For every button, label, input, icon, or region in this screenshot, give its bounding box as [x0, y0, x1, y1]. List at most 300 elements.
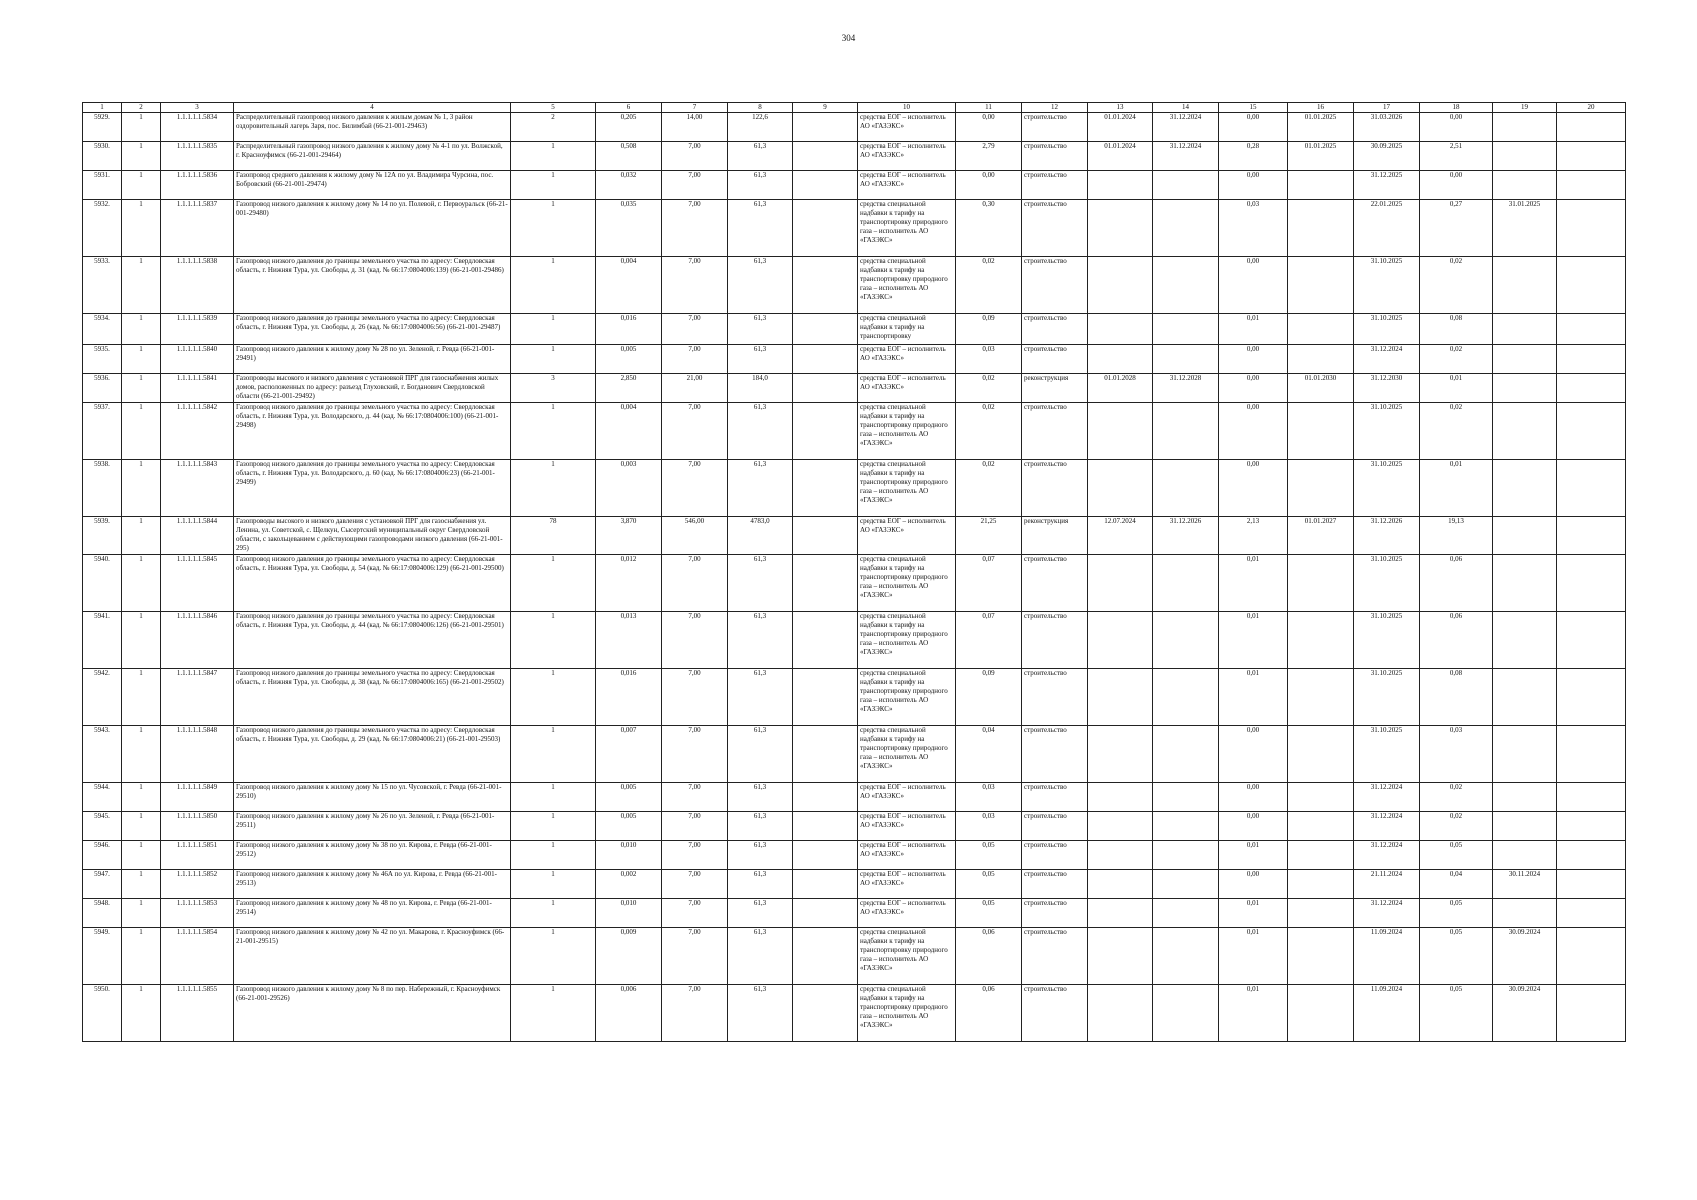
table-row	[83, 726, 1626, 783]
table-cell-col-3: 1.1.1.1.1.5854	[161, 928, 234, 985]
table-cell-col-3: 1.1.1.1.1.5850	[161, 812, 234, 841]
table-cell-col-4: Газопровод низкого давления до границы земельного участка по адресу: Свердловская область, г. Нижняя Тура, ул. Свободы, д. 44 (кад. № 66:17:0804006:126) (66-21-001-29501)	[234, 612, 511, 669]
table-cell-col-14	[1153, 345, 1219, 374]
table-cell-col-20	[1557, 403, 1626, 460]
table-cell-col-6: 0,013	[596, 612, 662, 669]
table-cell-col-17: 22.01.2025	[1354, 200, 1420, 257]
table-cell-col-3: 1.1.1.1.1.5834	[161, 113, 234, 142]
table-cell-col-10: средства специальной надбавки к тарифу на транспортировку природного газа – исполнитель АО «ГАЗЭКС»	[858, 200, 956, 257]
table-cell-col-11: 0,02	[956, 257, 1022, 314]
table-cell-col-6: 0,007	[596, 726, 662, 783]
table-cell-col-16	[1288, 928, 1354, 985]
table-cell-col-10: средства ЕОГ – исполнитель АО «ГАЗЭКС»	[858, 870, 956, 899]
table-cell-col-6: 0,002	[596, 870, 662, 899]
table-cell-col-15: 0,00	[1219, 171, 1288, 200]
table-cell-col-13	[1088, 314, 1153, 345]
table-cell-col-2: 1	[122, 928, 161, 985]
table-cell-col-17: 31.10.2025	[1354, 555, 1420, 612]
table-cell-col-10: средства ЕОГ – исполнитель АО «ГАЗЭКС»	[858, 783, 956, 812]
table-cell-col-9	[793, 870, 858, 899]
table-cell-col-14	[1153, 314, 1219, 345]
table-cell-col-6: 0,205	[596, 113, 662, 142]
table-cell-col-16	[1288, 841, 1354, 870]
table-cell-col-17: 31.10.2025	[1354, 612, 1420, 669]
table-cell-col-12: строительство	[1022, 870, 1088, 899]
table-cell-col-16	[1288, 555, 1354, 612]
table-cell-col-7: 7,00	[662, 142, 728, 171]
table-cell-col-16	[1288, 200, 1354, 257]
table-cell-col-2: 1	[122, 257, 161, 314]
table-cell-col-11: 0,04	[956, 726, 1022, 783]
table-cell-col-12: строительство	[1022, 669, 1088, 726]
table-cell-col-6: 0,003	[596, 460, 662, 517]
table-cell-col-8: 61,3	[728, 870, 793, 899]
table-cell-col-13	[1088, 200, 1153, 257]
table-cell-col-9	[793, 345, 858, 374]
table-cell-col-19	[1493, 669, 1557, 726]
table-cell-col-3: 1.1.1.1.1.5853	[161, 899, 234, 928]
table-cell-col-18: 0,01	[1420, 460, 1493, 517]
table-cell-col-11: 0,07	[956, 555, 1022, 612]
table-cell-col-17: 31.10.2025	[1354, 726, 1420, 783]
table-cell-col-19: 30.09.2024	[1493, 985, 1557, 1042]
table-cell-col-14: 31.12.2024	[1153, 113, 1219, 142]
table-cell-col-12: строительство	[1022, 345, 1088, 374]
table-cell-col-13: 01.01.2028	[1088, 374, 1153, 403]
table-cell-col-7: 7,00	[662, 669, 728, 726]
table-cell-col-18: 0,27	[1420, 200, 1493, 257]
table-cell-col-12: строительство	[1022, 612, 1088, 669]
table-cell-col-9	[793, 669, 858, 726]
column-number-header: 1	[83, 103, 122, 113]
table-cell-col-5: 1	[511, 928, 596, 985]
table-cell-col-13	[1088, 403, 1153, 460]
table-cell-col-6: 0,016	[596, 669, 662, 726]
table-cell-col-13	[1088, 726, 1153, 783]
table-cell-col-16: 01.01.2025	[1288, 142, 1354, 171]
table-cell-col-5: 1	[511, 403, 596, 460]
table-cell-col-9	[793, 200, 858, 257]
table-cell-col-14	[1153, 403, 1219, 460]
table-cell-col-15: 0,00	[1219, 403, 1288, 460]
table-cell-col-14	[1153, 612, 1219, 669]
table-cell-col-10: средства ЕОГ – исполнитель АО «ГАЗЭКС»	[858, 142, 956, 171]
registry-table	[82, 102, 1626, 1042]
table-cell-col-9	[793, 841, 858, 870]
table-cell-col-16	[1288, 669, 1354, 726]
table-cell-col-19	[1493, 517, 1557, 555]
table-cell-col-1: 5942.	[83, 669, 122, 726]
table-cell-col-13: 12.07.2024	[1088, 517, 1153, 555]
table-row	[83, 928, 1626, 985]
table-cell-col-3: 1.1.1.1.1.5844	[161, 517, 234, 555]
table-cell-col-14	[1153, 257, 1219, 314]
column-number-header: 7	[662, 103, 728, 113]
table-cell-col-11: 21,25	[956, 517, 1022, 555]
table-cell-col-16: 01.01.2027	[1288, 517, 1354, 555]
table-cell-col-10: средства специальной надбавки к тарифу на транспортировку природного газа – исполнитель АО «ГАЗЭКС»	[858, 257, 956, 314]
table-cell-col-8: 61,3	[728, 257, 793, 314]
table-cell-col-13	[1088, 899, 1153, 928]
table-cell-col-11: 0,09	[956, 314, 1022, 345]
table-cell-col-6: 0,508	[596, 142, 662, 171]
table-cell-col-20	[1557, 257, 1626, 314]
table-cell-col-6: 0,010	[596, 841, 662, 870]
table-cell-col-18: 19,13	[1420, 517, 1493, 555]
table-cell-col-5: 1	[511, 899, 596, 928]
table-cell-col-17: 31.12.2025	[1354, 171, 1420, 200]
table-cell-col-20	[1557, 928, 1626, 985]
table-cell-col-10: средства специальной надбавки к тарифу на транспортировку природного газа – исполнитель АО «ГАЗЭКС»	[858, 555, 956, 612]
table-cell-col-20	[1557, 171, 1626, 200]
table-cell-col-4: Газопровод низкого давления к жилому дому № 14 по ул. Полевой, г. Первоуральск (66-21-001-29480)	[234, 200, 511, 257]
table-cell-col-2: 1	[122, 555, 161, 612]
page-number: 304	[841, 33, 856, 43]
table-cell-col-1: 5938.	[83, 460, 122, 517]
table-cell-col-1: 5941.	[83, 612, 122, 669]
table-cell-col-14	[1153, 460, 1219, 517]
table-cell-col-1: 5944.	[83, 783, 122, 812]
table-cell-col-11: 0,06	[956, 985, 1022, 1042]
table-cell-col-3: 1.1.1.1.1.5847	[161, 669, 234, 726]
table-cell-col-16	[1288, 403, 1354, 460]
table-cell-col-2: 1	[122, 374, 161, 403]
column-number-header: 5	[511, 103, 596, 113]
column-number-header: 12	[1022, 103, 1088, 113]
table-cell-col-14	[1153, 928, 1219, 985]
table-cell-col-10: средства ЕОГ – исполнитель АО «ГАЗЭКС»	[858, 345, 956, 374]
table-cell-col-11: 0,03	[956, 783, 1022, 812]
table-cell-col-20	[1557, 374, 1626, 403]
table-cell-col-10: средства ЕОГ – исполнитель АО «ГАЗЭКС»	[858, 113, 956, 142]
table-cell-col-9	[793, 460, 858, 517]
table-cell-col-19	[1493, 612, 1557, 669]
table-cell-col-14	[1153, 783, 1219, 812]
table-cell-col-1: 5933.	[83, 257, 122, 314]
table-cell-col-5: 1	[511, 257, 596, 314]
table-cell-col-15: 0,00	[1219, 345, 1288, 374]
table-cell-col-2: 1	[122, 870, 161, 899]
table-cell-col-15: 0,01	[1219, 612, 1288, 669]
table-cell-col-15: 0,01	[1219, 669, 1288, 726]
table-cell-col-19	[1493, 113, 1557, 142]
table-cell-col-11: 0,03	[956, 812, 1022, 841]
table-cell-col-2: 1	[122, 985, 161, 1042]
table-cell-col-4: Газопровод низкого давления к жилому дому № 28 по ул. Зеленой, г. Ревда (66-21-001-29491)	[234, 345, 511, 374]
table-cell-col-8: 4783,0	[728, 517, 793, 555]
table-cell-col-6: 0,035	[596, 200, 662, 257]
table-cell-col-14	[1153, 899, 1219, 928]
table-cell-col-19	[1493, 403, 1557, 460]
table-cell-col-16	[1288, 726, 1354, 783]
table-cell-col-15: 0,00	[1219, 726, 1288, 783]
table-row	[83, 841, 1626, 870]
table-cell-col-1: 5949.	[83, 928, 122, 985]
table-cell-col-18: 0,02	[1420, 403, 1493, 460]
table-cell-col-5: 78	[511, 517, 596, 555]
table-cell-col-18: 0,00	[1420, 113, 1493, 142]
table-cell-col-16: 01.01.2025	[1288, 113, 1354, 142]
table-cell-col-8: 61,3	[728, 899, 793, 928]
table-row	[83, 612, 1626, 669]
table-cell-col-4: Газопровод низкого давления к жилому дому № 26 по ул. Зеленой, г. Ревда (66-21-001-29511)	[234, 812, 511, 841]
table-cell-col-10: средства специальной надбавки к тарифу на транспортировку природного газа – исполнитель АО «ГАЗЭКС»	[858, 928, 956, 985]
table-cell-col-20	[1557, 612, 1626, 669]
table-cell-col-19	[1493, 374, 1557, 403]
column-number-header: 14	[1153, 103, 1219, 113]
table-cell-col-10: средства ЕОГ – исполнитель АО «ГАЗЭКС»	[858, 812, 956, 841]
table-cell-col-8: 61,3	[728, 612, 793, 669]
table-cell-col-1: 5929.	[83, 113, 122, 142]
table-cell-col-18: 0,08	[1420, 314, 1493, 345]
table-cell-col-14	[1153, 812, 1219, 841]
table-cell-col-5: 1	[511, 555, 596, 612]
column-number-header: 16	[1288, 103, 1354, 113]
table-cell-col-20	[1557, 783, 1626, 812]
table-cell-col-13	[1088, 460, 1153, 517]
table-cell-col-1: 5932.	[83, 200, 122, 257]
table-cell-col-9	[793, 113, 858, 142]
table-cell-col-7: 7,00	[662, 555, 728, 612]
table-cell-col-14: 31.12.2024	[1153, 142, 1219, 171]
table-cell-col-14	[1153, 669, 1219, 726]
table-cell-col-12: строительство	[1022, 783, 1088, 812]
table-cell-col-1: 5943.	[83, 726, 122, 783]
table-cell-col-15: 0,03	[1219, 200, 1288, 257]
table-cell-col-3: 1.1.1.1.1.5838	[161, 257, 234, 314]
table-cell-col-8: 61,3	[728, 171, 793, 200]
table-cell-col-9	[793, 783, 858, 812]
table-cell-col-8: 61,3	[728, 142, 793, 171]
table-cell-col-17: 31.03.2026	[1354, 113, 1420, 142]
table-cell-col-4: Газопровод низкого давления до границы земельного участка по адресу: Свердловская область, г. Нижняя Тура, ул. Свободы, д. 54 (кад. № 66:17:0804006:129) (66-21-001-29500)	[234, 555, 511, 612]
table-cell-col-5: 1	[511, 870, 596, 899]
table-cell-col-4: Газопровод низкого давления к жилому дому № 42 по ул. Макарова, г. Красноуфимск (66-21-001-29515)	[234, 928, 511, 985]
table-cell-col-19	[1493, 899, 1557, 928]
table-cell-col-11: 0,06	[956, 928, 1022, 985]
table-cell-col-3: 1.1.1.1.1.5840	[161, 345, 234, 374]
table-cell-col-14: 31.12.2026	[1153, 517, 1219, 555]
table-cell-col-5: 1	[511, 345, 596, 374]
table-cell-col-3: 1.1.1.1.1.5851	[161, 841, 234, 870]
table-cell-col-7: 7,00	[662, 985, 728, 1042]
table-cell-col-2: 1	[122, 612, 161, 669]
table-cell-col-6: 0,004	[596, 403, 662, 460]
table-cell-col-4: Газопровод низкого давления к жилому дому № 38 по ул. Кирова, г. Ревда (66-21-001-29512)	[234, 841, 511, 870]
table-cell-col-17: 31.10.2025	[1354, 314, 1420, 345]
table-cell-col-15: 0,01	[1219, 985, 1288, 1042]
table-cell-col-18: 0,00	[1420, 171, 1493, 200]
table-cell-col-9	[793, 726, 858, 783]
table-cell-col-3: 1.1.1.1.1.5848	[161, 726, 234, 783]
table-cell-col-7: 7,00	[662, 783, 728, 812]
table-cell-col-11: 0,00	[956, 113, 1022, 142]
table-cell-col-5: 1	[511, 669, 596, 726]
table-cell-col-15: 0,01	[1219, 841, 1288, 870]
table-row	[83, 171, 1626, 200]
table-cell-col-1: 5937.	[83, 403, 122, 460]
table-cell-col-18: 0,02	[1420, 783, 1493, 812]
table-cell-col-3: 1.1.1.1.1.5852	[161, 870, 234, 899]
table-cell-col-6: 0,005	[596, 783, 662, 812]
table-cell-col-4: Газопровод низкого давления к жилому дому № 46А по ул. Кирова, г. Ревда (66-21-001-29513)	[234, 870, 511, 899]
table-cell-col-19: 30.09.2024	[1493, 928, 1557, 985]
table-cell-col-4: Газопровод низкого давления до границы земельного участка по адресу: Свердловская область, г. Нижняя Тура, ул. Свободы, д. 29 (кад. № 66:17:0804006:21) (66-21-001-29503)	[234, 726, 511, 783]
table-cell-col-10: средства ЕОГ – исполнитель АО «ГАЗЭКС»	[858, 841, 956, 870]
table-cell-col-6: 3,870	[596, 517, 662, 555]
table-row	[83, 783, 1626, 812]
table-cell-col-12: строительство	[1022, 726, 1088, 783]
table-cell-col-1: 5940.	[83, 555, 122, 612]
table-cell-col-12: строительство	[1022, 171, 1088, 200]
table-cell-col-3: 1.1.1.1.1.5842	[161, 403, 234, 460]
table-cell-col-4: Распределительный газопровод низкого давления к жилому дому № 4-1 по ул. Волжской, г. Красноуфимск (66-21-001-29464)	[234, 142, 511, 171]
table-cell-col-7: 7,00	[662, 200, 728, 257]
table-cell-col-12: строительство	[1022, 142, 1088, 171]
table-cell-col-12: строительство	[1022, 200, 1088, 257]
table-cell-col-6: 0,005	[596, 812, 662, 841]
table-cell-col-6: 0,009	[596, 928, 662, 985]
table-cell-col-10: средства специальной надбавки к тарифу на транспортировку природного газа – исполнитель АО «ГАЗЭКС»	[858, 669, 956, 726]
table-cell-col-4: Газопроводы высокого и низкого давления с установкой ПРГ для газоснабжения ул. Ленина, ул. Советской, с. Щелкун, Сысертский муниципальный округ Свердловской области, с закольцеванием с действующими газопроводами низкого давления (66-21-001-295)	[234, 517, 511, 555]
table-row	[83, 374, 1626, 403]
table-cell-col-13	[1088, 612, 1153, 669]
table-cell-col-4: Газопровод низкого давления до границы земельного участка по адресу: Свердловская область, г. Нижняя Тура, ул. Свободы, д. 31 (кад. № 66:17:0804006:139) (66-21-001-29486)	[234, 257, 511, 314]
table-body	[83, 113, 1626, 1042]
table-cell-col-18: 0,02	[1420, 257, 1493, 314]
table-cell-col-13	[1088, 870, 1153, 899]
table-cell-col-1: 5948.	[83, 899, 122, 928]
table-cell-col-20	[1557, 812, 1626, 841]
table-cell-col-11: 0,02	[956, 403, 1022, 460]
table-cell-col-14: 31.12.2028	[1153, 374, 1219, 403]
table-cell-col-18: 0,01	[1420, 374, 1493, 403]
table-row	[83, 460, 1626, 517]
table-cell-col-17: 30.09.2025	[1354, 142, 1420, 171]
table-cell-col-11: 0,03	[956, 345, 1022, 374]
table-row	[83, 257, 1626, 314]
table-cell-col-17: 31.10.2025	[1354, 460, 1420, 517]
table-cell-col-9	[793, 403, 858, 460]
table-cell-col-9	[793, 985, 858, 1042]
table-cell-col-11: 0,05	[956, 870, 1022, 899]
table-cell-col-18: 0,05	[1420, 899, 1493, 928]
table-cell-col-11: 0,00	[956, 171, 1022, 200]
table-cell-col-17: 31.12.2024	[1354, 783, 1420, 812]
table-cell-col-9	[793, 555, 858, 612]
table-row	[83, 142, 1626, 171]
table-cell-col-7: 7,00	[662, 314, 728, 345]
table-cell-col-19: 30.11.2024	[1493, 870, 1557, 899]
table-cell-col-18: 0,03	[1420, 726, 1493, 783]
table-cell-col-5: 3	[511, 374, 596, 403]
table-cell-col-2: 1	[122, 113, 161, 142]
table-cell-col-20	[1557, 899, 1626, 928]
table-cell-col-15: 0,01	[1219, 555, 1288, 612]
column-number-row	[83, 103, 1626, 113]
table-cell-col-11: 0,30	[956, 200, 1022, 257]
table-cell-col-20	[1557, 142, 1626, 171]
table-cell-col-8: 61,3	[728, 314, 793, 345]
table-cell-col-2: 1	[122, 314, 161, 345]
table-cell-col-2: 1	[122, 812, 161, 841]
table-cell-col-6: 0,032	[596, 171, 662, 200]
table-cell-col-5: 1	[511, 726, 596, 783]
table-cell-col-1: 5950.	[83, 985, 122, 1042]
table-cell-col-17: 31.10.2025	[1354, 403, 1420, 460]
table-cell-col-19: 31.01.2025	[1493, 200, 1557, 257]
table-cell-col-7: 7,00	[662, 612, 728, 669]
table-cell-col-5: 1	[511, 142, 596, 171]
table-cell-col-2: 1	[122, 517, 161, 555]
table-cell-col-11: 0,05	[956, 899, 1022, 928]
table-cell-col-5: 1	[511, 200, 596, 257]
table-cell-col-9	[793, 171, 858, 200]
table-cell-col-20	[1557, 985, 1626, 1042]
table-cell-col-8: 61,3	[728, 726, 793, 783]
table-cell-col-12: строительство	[1022, 113, 1088, 142]
table-cell-col-16	[1288, 812, 1354, 841]
table-cell-col-15: 0,00	[1219, 812, 1288, 841]
table-row	[83, 314, 1626, 345]
table-cell-col-10: средства специальной надбавки к тарифу на транспортировку природного газа – исполнитель АО «ГАЗЭКС»	[858, 726, 956, 783]
table-cell-col-2: 1	[122, 171, 161, 200]
table-cell-col-15: 0,01	[1219, 314, 1288, 345]
table-cell-col-20	[1557, 726, 1626, 783]
table-cell-col-17: 31.12.2030	[1354, 374, 1420, 403]
table-cell-col-4: Газопровод низкого давления до границы земельного участка по адресу: Свердловская область, г. Нижняя Тура, ул. Свободы, д. 38 (кад. № 66:17:0804006:165) (66-21-001-29502)	[234, 669, 511, 726]
table-cell-col-12: строительство	[1022, 841, 1088, 870]
table-cell-col-13	[1088, 257, 1153, 314]
table-cell-col-13: 01.01.2024	[1088, 113, 1153, 142]
table-cell-col-9	[793, 314, 858, 345]
table-cell-col-20	[1557, 314, 1626, 345]
column-number-header: 2	[122, 103, 161, 113]
table-cell-col-9	[793, 142, 858, 171]
table-cell-col-6: 0,004	[596, 257, 662, 314]
column-number-header: 18	[1420, 103, 1493, 113]
table-cell-col-12: строительство	[1022, 812, 1088, 841]
table-cell-col-10: средства специальной надбавки к тарифу на транспортировку	[858, 314, 956, 345]
table-cell-col-16	[1288, 870, 1354, 899]
table-row	[83, 669, 1626, 726]
table-cell-col-17: 11.09.2024	[1354, 985, 1420, 1042]
table-cell-col-3: 1.1.1.1.1.5841	[161, 374, 234, 403]
table-cell-col-8: 61,3	[728, 783, 793, 812]
table-cell-col-6: 2,850	[596, 374, 662, 403]
table-cell-col-18: 0,05	[1420, 928, 1493, 985]
table-cell-col-2: 1	[122, 200, 161, 257]
table-cell-col-13	[1088, 812, 1153, 841]
table-cell-col-16: 01.01.2030	[1288, 374, 1354, 403]
table-cell-col-15: 0,00	[1219, 870, 1288, 899]
table-cell-col-4: Газопровод низкого давления к жилому дому № 15 по ул. Чусовской, г. Ревда (66-21-001-29510)	[234, 783, 511, 812]
table-cell-col-18: 0,05	[1420, 985, 1493, 1042]
table-cell-col-19	[1493, 171, 1557, 200]
table-cell-col-1: 5931.	[83, 171, 122, 200]
table-cell-col-12: строительство	[1022, 928, 1088, 985]
table-cell-col-18: 0,02	[1420, 345, 1493, 374]
column-number-header: 4	[234, 103, 511, 113]
table-cell-col-10: средства специальной надбавки к тарифу на транспортировку природного газа – исполнитель АО «ГАЗЭКС»	[858, 985, 956, 1042]
table-cell-col-17: 21.11.2024	[1354, 870, 1420, 899]
table-cell-col-12: строительство	[1022, 460, 1088, 517]
table-cell-col-10: средства ЕОГ – исполнитель АО «ГАЗЭКС»	[858, 517, 956, 555]
table-cell-col-4: Газопровод низкого давления к жилому дому № 48 по ул. Кирова, г. Ревда (66-21-001-29514)	[234, 899, 511, 928]
table-cell-col-3: 1.1.1.1.1.5846	[161, 612, 234, 669]
table-cell-col-10: средства ЕОГ – исполнитель АО «ГАЗЭКС»	[858, 171, 956, 200]
table-cell-col-18: 0,02	[1420, 812, 1493, 841]
